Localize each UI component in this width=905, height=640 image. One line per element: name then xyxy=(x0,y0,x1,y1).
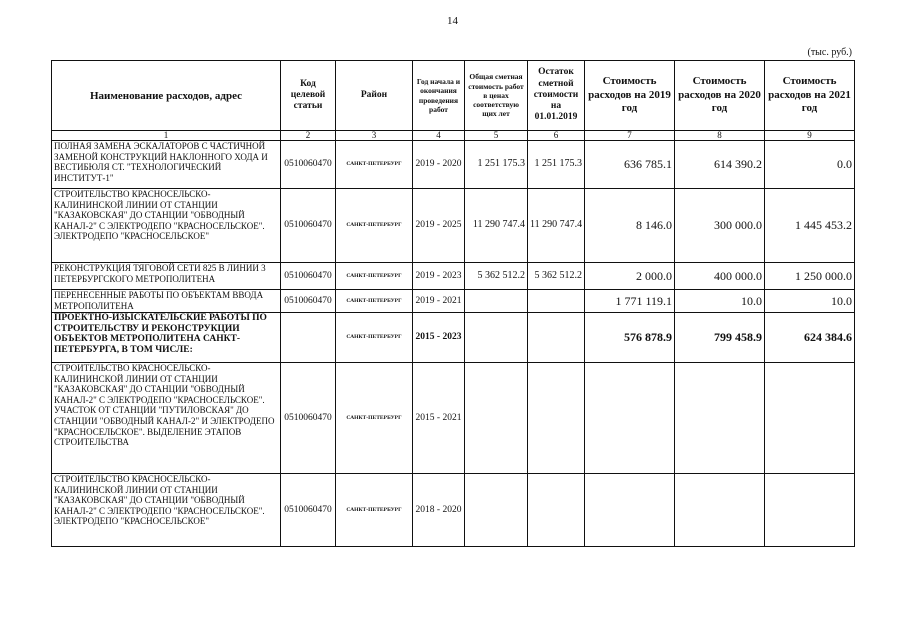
remaining-cost xyxy=(528,474,585,547)
cost-2021 xyxy=(765,363,855,474)
column-number: 1 xyxy=(52,131,281,141)
total-cost xyxy=(465,313,528,363)
target-code: 0510060470 xyxy=(281,474,336,547)
expense-name: СТРОИТЕЛЬСТВО КРАСНОСЕЛЬСКО-КАЛИНИНСКОЙ ЛИНИИ ОТ СТАНЦИИ "КАЗАКОВСКАЯ" ДО СТАНЦИИ "ОБВОДНЫЙ КАНАЛ-2" С ЭЛЕКТРОДЕПО "КРАСНОСЕЛЬСКОЕ". ЭЛЕКТРОДЕПО "КРАСНОСЕЛЬСКОЕ" xyxy=(52,189,281,263)
cost-2021: 0.0 xyxy=(765,141,855,189)
cost-2019: 1 771 119.1 xyxy=(585,290,675,313)
work-period: 2019 - 2020 xyxy=(413,141,465,189)
table-row xyxy=(52,189,855,263)
work-period: 2018 - 2020 xyxy=(413,474,465,547)
total-cost: 11 290 747.4 xyxy=(465,189,528,263)
cost-2020: 400 000.0 xyxy=(675,263,765,290)
total-cost xyxy=(465,363,528,474)
table-row xyxy=(52,313,855,363)
target-code: 0510060470 xyxy=(281,263,336,290)
header-name: Наименование расходов, адрес xyxy=(52,61,281,131)
work-period: 2019 - 2021 xyxy=(413,290,465,313)
cost-2019: 636 785.1 xyxy=(585,141,675,189)
total-cost: 1 251 175.3 xyxy=(465,141,528,189)
column-number: 7 xyxy=(585,131,675,141)
expense-name: РЕКОНСТРУКЦИЯ ТЯГОВОЙ СЕТИ 825 В ЛИНИИ 3 ПЕТЕРБУРГСКОГО МЕТРОПОЛИТЕНА xyxy=(52,263,281,290)
column-number: 5 xyxy=(465,131,528,141)
target-code: 0510060470 xyxy=(281,290,336,313)
cost-2019: 2 000.0 xyxy=(585,263,675,290)
cost-2021: 1 250 000.0 xyxy=(765,263,855,290)
column-number: 3 xyxy=(336,131,413,141)
table-header-row xyxy=(52,61,855,131)
district: САНКТ-ПЕТЕРБУРГ xyxy=(336,290,413,313)
remaining-cost: 5 362 512.2 xyxy=(528,263,585,290)
cost-2020: 300 000.0 xyxy=(675,189,765,263)
work-period: 2015 - 2021 xyxy=(413,363,465,474)
column-number: 6 xyxy=(528,131,585,141)
cost-2019 xyxy=(585,363,675,474)
page-number: 14 xyxy=(447,15,458,27)
table-row xyxy=(52,290,855,313)
cost-2021 xyxy=(765,474,855,547)
remaining-cost xyxy=(528,290,585,313)
header-total-cost: Общая сметная стоимость работ в ценах соответствую щих лет xyxy=(465,61,528,131)
table-row xyxy=(52,474,855,547)
expense-name: ПОЛНАЯ ЗАМЕНА ЭСКАЛАТОРОВ С ЧАСТИЧНОЙ ЗАМЕНОЙ КОНСТРУКЦИЙ НАКЛОННОГО ХОДА И ВЕСТИБЮЛЯ СТ. "ТЕХНОЛОГИЧЕСКИЙ ИНСТИТУТ-1" xyxy=(52,141,281,189)
cost-2019: 576 878.9 xyxy=(585,313,675,363)
cost-2020 xyxy=(675,363,765,474)
table-row xyxy=(52,363,855,474)
table-row xyxy=(52,141,855,189)
work-period: 2015 - 2023 xyxy=(413,313,465,363)
remaining-cost: 1 251 175.3 xyxy=(528,141,585,189)
cost-2021: 624 384.6 xyxy=(765,313,855,363)
district: САНКТ-ПЕТЕРБУРГ xyxy=(336,474,413,547)
district: САНКТ-ПЕТЕРБУРГ xyxy=(336,313,413,363)
header-cost-2019: Стоимость расходов на 2019 год xyxy=(585,61,675,131)
cost-2021: 1 445 453.2 xyxy=(765,189,855,263)
target-code: 0510060470 xyxy=(281,189,336,263)
remaining-cost: 11 290 747.4 xyxy=(528,189,585,263)
table-row xyxy=(52,263,855,290)
target-code: 0510060470 xyxy=(281,141,336,189)
cost-2020: 799 458.9 xyxy=(675,313,765,363)
cost-2019 xyxy=(585,474,675,547)
total-cost xyxy=(465,474,528,547)
district: САНКТ-ПЕТЕРБУРГ xyxy=(336,363,413,474)
column-number: 4 xyxy=(413,131,465,141)
column-number: 2 xyxy=(281,131,336,141)
expense-name: ПРОЕКТНО-ИЗЫСКАТЕЛЬСКИЕ РАБОТЫ ПО СТРОИТЕЛЬСТВУ И РЕКОНСТРУКЦИИ ОБЪЕКТОВ МЕТРОПОЛИТЕНА САНКТ-ПЕТЕРБУРГА, В ТОМ ЧИСЛЕ: xyxy=(52,313,281,363)
column-number: 9 xyxy=(765,131,855,141)
budget-table xyxy=(51,60,855,547)
cost-2020 xyxy=(675,474,765,547)
cost-2020: 614 390.2 xyxy=(675,141,765,189)
units-label: (тыс. руб.) xyxy=(807,47,852,58)
district: САНКТ-ПЕТЕРБУРГ xyxy=(336,141,413,189)
header-code: Код целевой статьи xyxy=(281,61,336,131)
header-cost-2020: Стоимость расходов на 2020 год xyxy=(675,61,765,131)
expense-name: СТРОИТЕЛЬСТВО КРАСНОСЕЛЬСКО-КАЛИНИНСКОЙ ЛИНИИ ОТ СТАНЦИИ "КАЗАКОВСКАЯ" ДО СТАНЦИИ "ОБВОДНЫЙ КАНАЛ-2" С ЭЛЕКТРОДЕПО "КРАСНОСЕЛЬСКОЕ". ЭЛЕКТРОДЕПО "КРАСНОСЕЛЬСКОЕ" xyxy=(52,474,281,547)
expense-name: ПЕРЕНЕСЕННЫЕ РАБОТЫ ПО ОБЪЕКТАМ ВВОДА МЕТРОПОЛИТЕНА xyxy=(52,290,281,313)
column-number-row xyxy=(52,131,855,141)
total-cost: 5 362 512.2 xyxy=(465,263,528,290)
district: САНКТ-ПЕТЕРБУРГ xyxy=(336,189,413,263)
cost-2021: 10.0 xyxy=(765,290,855,313)
district: САНКТ-ПЕТЕРБУРГ xyxy=(336,263,413,290)
target-code: 0510060470 xyxy=(281,363,336,474)
header-district: Район xyxy=(336,61,413,131)
header-period: Год начала и окончания проведения работ xyxy=(413,61,465,131)
header-cost-2021: Стоимость расходов на 2021 год xyxy=(765,61,855,131)
remaining-cost xyxy=(528,363,585,474)
remaining-cost xyxy=(528,313,585,363)
total-cost xyxy=(465,290,528,313)
expense-name: СТРОИТЕЛЬСТВО КРАСНОСЕЛЬСКО-КАЛИНИНСКОЙ ЛИНИИ ОТ СТАНЦИИ "КАЗАКОВСКАЯ" ДО СТАНЦИИ "ОБВОДНЫЙ КАНАЛ-2" С ЭЛЕКТРОДЕПО "КРАСНОСЕЛЬСКОЕ". УЧАСТОК ОТ СТАНЦИИ "ПУТИЛОВСКАЯ" ДО СТАНЦИИ "ОБВОДНЫЙ КАНАЛ-2" И ЭЛЕКТРОДЕПО "КРАСНОСЕЛЬСКОЕ". ВЫДЕЛЕНИЕ ЭТАПОВ СТРОИТЕЛЬСТВА xyxy=(52,363,281,474)
header-remaining: Остаток сметной стоимости на 01.01.2019 xyxy=(528,61,585,131)
target-code xyxy=(281,313,336,363)
column-number: 8 xyxy=(675,131,765,141)
work-period: 2019 - 2025 xyxy=(413,189,465,263)
cost-2019: 8 146.0 xyxy=(585,189,675,263)
work-period: 2019 - 2023 xyxy=(413,263,465,290)
cost-2020: 10.0 xyxy=(675,290,765,313)
